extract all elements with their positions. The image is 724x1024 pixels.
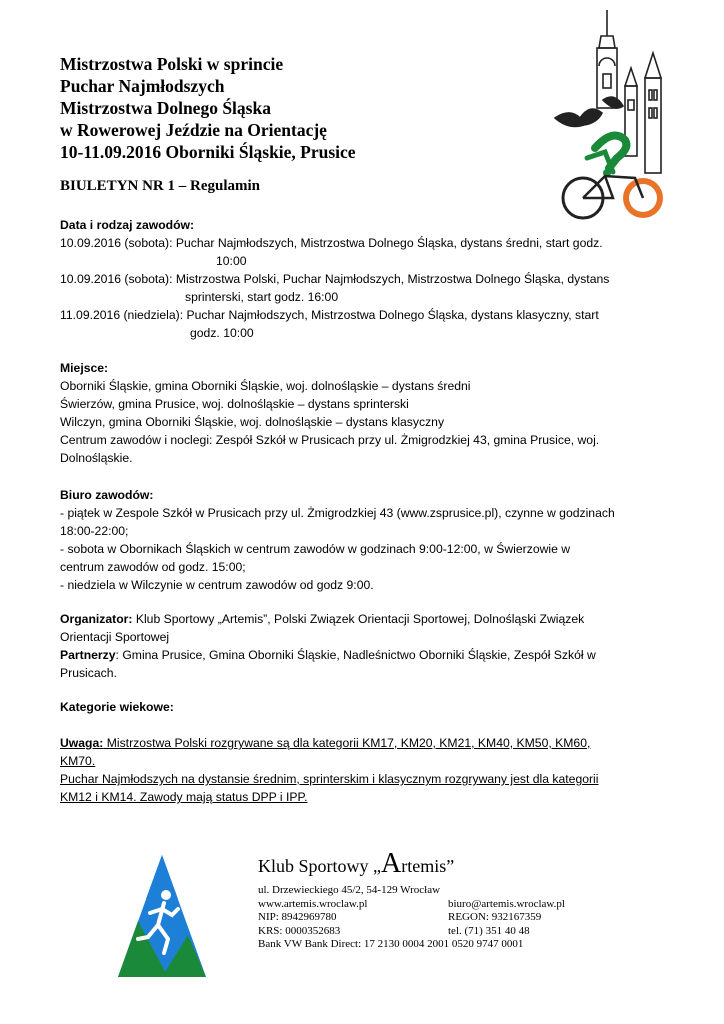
note-text-2: KM70.: [60, 754, 96, 768]
place-line: Dolnośląskie.: [60, 451, 133, 465]
club-name: [258, 848, 618, 880]
categories-heading: Kategorie wiekowe:: [60, 700, 174, 714]
club-www[interactable]: www.artemis.wroclaw.pl: [258, 897, 368, 910]
dates-line: 11.09.2016 (niedziela): Puchar Najmłodszych, Mistrzostwa Dolnego Śląska, dystans klasyczny, start: [60, 308, 599, 322]
club-info: [258, 848, 618, 952]
title-line-5: 10-11.09.2016 Oborniki Śląskie, Prusice: [60, 142, 356, 162]
club-email[interactable]: biuro@artemis.wroclaw.pl: [448, 897, 565, 910]
office-line: - niedziela w Wilczynie w centrum zawodów od godz 9:00.: [60, 578, 374, 592]
office-line: - sobota w Obornikach Śląskich w centrum zawodów w godzinach 9:00-12:00, w Świerzowie w: [60, 542, 571, 556]
towers-icon: [555, 10, 661, 173]
office-line: - piątek w Zespole Szkół w Prusicach przy ul. Żmigrodzkiej 43 (www.zsprusice.pl), czynne w godzinach: [60, 506, 615, 520]
title-line-2: Puchar Najmłodszych: [60, 76, 225, 96]
note-label: Uwaga:: [60, 736, 104, 750]
organizer-text-2: Orientacji Sportowej: [60, 630, 170, 644]
note-text-4: KM12 i KM14. Zawody mają status DPP i IPP.: [60, 790, 308, 804]
place-line: Oborniki Śląskie, gmina Oborniki Śląskie, woj. dolnośląskie – dystans średni: [60, 379, 471, 393]
place-line: Świerzów, gmina Prusice, woj. dolnośląskie – dystans sprinterski: [60, 397, 409, 411]
note-text-3: Puchar Najmłodszych na dystansie średnim, sprinterskim i klasycznym rozgrywany jest dla kategorii: [60, 772, 599, 786]
place-section: [60, 359, 660, 467]
partners-text-2: Prusicach.: [60, 666, 117, 680]
place-line: Wilczyn, gmina Oborniki Śląskie, woj. dolnośląskie – dystans klasyczny: [60, 415, 445, 429]
club-tel: tel. (71) 351 40 48: [448, 924, 530, 937]
club-name-prefix: Klub Sportowy „: [258, 856, 381, 876]
club-name-rest: rtemis”: [401, 856, 455, 876]
office-heading: Biuro zawodów:: [60, 488, 154, 502]
dates-line: 10:00: [216, 254, 247, 268]
club-regon: REGON: 932167359: [448, 911, 542, 923]
office-line: centrum zawodów od godz. 15:00;: [60, 560, 246, 574]
note-section: [60, 734, 660, 806]
club-nip: NIP: 8942969780: [258, 911, 337, 923]
club-address: ul. Drzewieckiego 45/2, 54-129 Wrocław: [258, 884, 441, 896]
title-line-3: Mistrzostwa Dolnego Śląska: [60, 98, 271, 118]
dates-heading: Data i rodzaj zawodów:: [60, 218, 195, 232]
place-line: Centrum zawodów i noclegi: Zespół Szkół w Prusicach przy ul. Żmigrodzkiej 43, gmina Prusice, woj.: [60, 433, 600, 447]
note-text: Mistrzostwa Polski rozgrywane są dla kategorii KM17, KM20, KM21, KM40, KM50, KM60,: [103, 736, 591, 750]
title-line-4: w Rowerowej Jeździe na Orientację: [60, 120, 327, 140]
organizer-section: [60, 610, 660, 682]
bulletin-heading: BIULETYN NR 1 – Regulamin: [60, 178, 261, 194]
artemis-logo: [118, 855, 206, 977]
office-section: [60, 486, 660, 594]
partners-text: : Gmina Prusice, Gmina Oborniki Śląskie, Nadleśnictwo Oborniki Śląskie, Zespół Szkół w: [115, 648, 596, 662]
partners-label: Partnerzy: [60, 648, 116, 662]
organizer-text: Klub Sportowy „Artemis”, Polski Związek Orientacji Sportowej, Dolnośląski Związek: [132, 612, 585, 626]
dates-line: godz. 10:00: [190, 326, 254, 340]
dates-section: [60, 216, 660, 342]
organizer-label: Organizator:: [60, 612, 133, 626]
dates-line: 10.09.2016 (sobota): Puchar Najmłodszych, Mistrzostwa Dolnego Śląska, dystans średni, start godz.: [60, 236, 603, 250]
club-name-initial: A: [381, 848, 402, 879]
club-bank: Bank VW Bank Direct: 17 2130 0004 2001 0520 9747 0001: [258, 938, 524, 950]
place-heading: Miejsce:: [60, 361, 109, 375]
cyclist-icon: [563, 136, 663, 219]
office-line: 18:00-22:00;: [60, 524, 129, 538]
event-title: [60, 53, 540, 163]
categories-section: [60, 698, 660, 716]
club-krs: KRS: 0000352683: [258, 924, 341, 937]
event-logo: [545, 8, 670, 233]
dates-line: sprinterski, start godz. 16:00: [185, 290, 339, 304]
dates-line: 10.09.2016 (sobota): Mistrzostwa Polski, Puchar Najmłodszych, Mistrzostwa Dolnego Śląska, dystans: [60, 272, 610, 286]
title-line-1: Mistrzostwa Polski w sprincie: [60, 54, 284, 74]
